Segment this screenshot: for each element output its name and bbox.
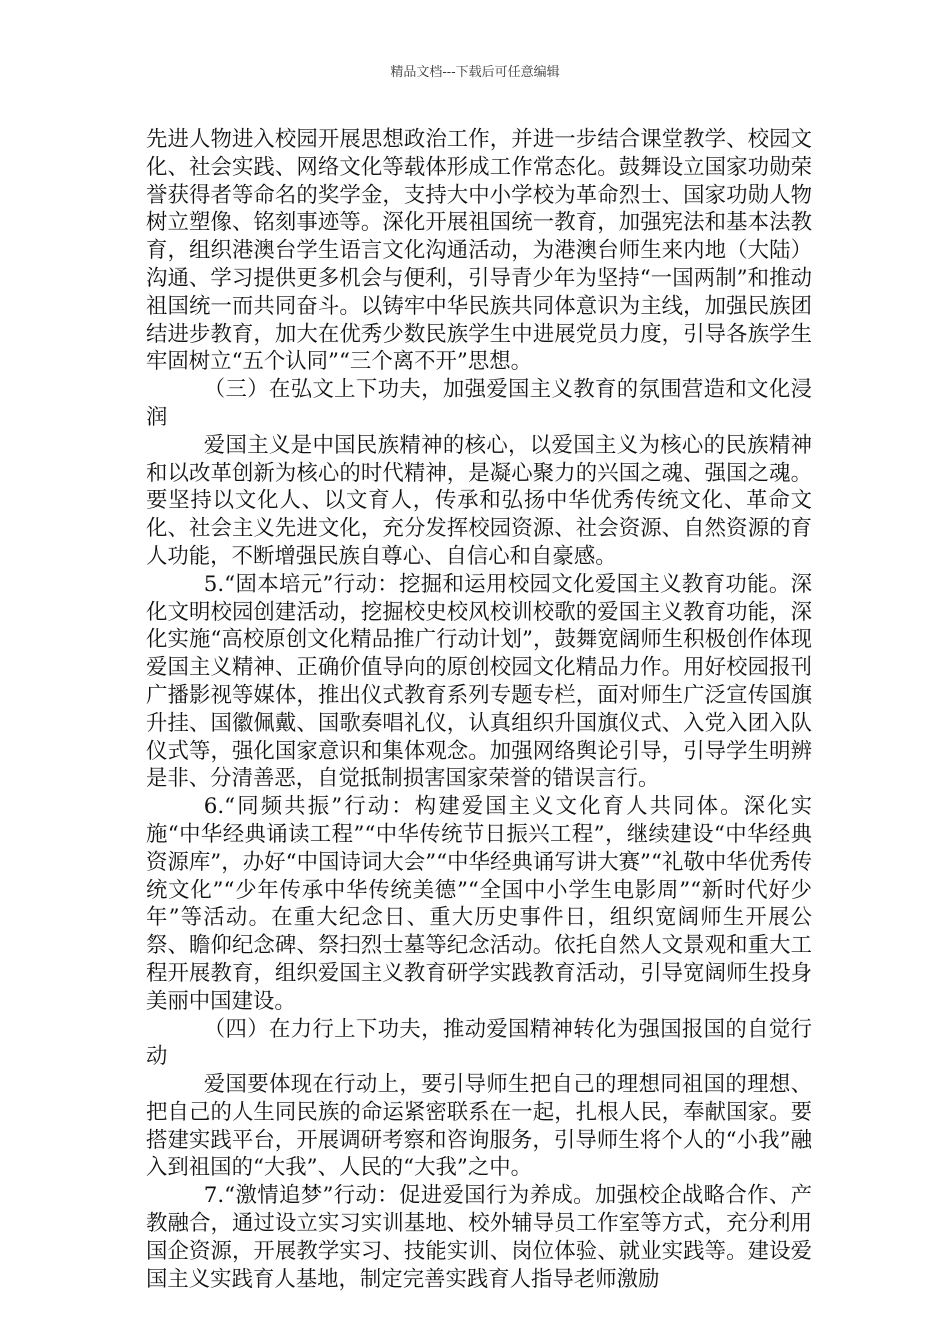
document-body: [146, 126, 812, 1293]
page-header: 精品文档---下载后可任意编辑: [390, 65, 560, 80]
paragraph-item-6: 6.“同频共振”行动：构建爱国主义文化育人共同体。深化实施“中华经典诵读工程”“中华传统节日振兴工程”，继续建设“中华经典资源库”，办好“中国诗词大会”“中华经典诵写讲大赛”“礼敬中华优秀传统文化”“少年传承中华传统美德”“全国中小学生电影周”“新时代好少年”等活动。在重大纪念日、重大历史事件日，组织宽阔师生开展公祭、瞻仰纪念碑、祭扫烈士墓等纪念活动。依托自然人文景观和重大工程开展教育，组织爱国主义教育研学实践教育活动，引导宽阔师生投身美丽中国建设。: [146, 794, 812, 1014]
paragraph-item-7: 7.“激情追梦”行动：促进爱国行为养成。加强校企战略合作、产教融合，通过设立实习实训基地、校外辅导员工作室等方式，充分利用国企资源，开展教学实习、技能实训、岗位体验、就业实践等。建设爱国主义实践育人基地，制定完善实践育人指导老师激励: [146, 1183, 812, 1292]
paragraph: 爱国要体现在行动上，要引导师生把自己的理想同祖国的理想、把自己的人生同民族的命运紧密联系在一起，扎根人民，奉献国家。要搭建实践平台，开展调研考察和咨询服务，引导师生将个人的“小我”融入到祖国的“大我”、人民的“大我”之中。: [146, 1072, 812, 1181]
paragraph-continuation: 先进人物进入校园开展思想政治工作，并进一步结合课堂教学、校园文化、社会实践、网络文化等载体形成工作常态化。鼓舞设立国家功勋荣誉获得者等命名的奖学金，支持大中小学校为革命烈士、国家功勋人物树立塑像、铭刻事迹等。深化开展祖国统一教育，加强宪法和基本法教育，组织港澳台学生语言文化沟通活动，为港澳台师生来内地（大陆）沟通、学习提供更多机会与便利，引导青少年为坚持“一国两制”和推动祖国统一而共同奋斗。以铸牢中华民族共同体意识为主线，加强民族团结进步教育，加大在优秀少数民族学生中进展党员力度，引导各族学生牢固树立“五个认同”“三个离不开”思想。: [146, 127, 812, 375]
section-heading-3: （三）在弘文上下功夫，加强爱国主义教育的氛围营造和文化浸润: [146, 377, 812, 430]
paragraph: 爱国主义是中国民族精神的核心，以爱国主义为核心的民族精神和以改革创新为核心的时代精神，是凝心聚力的兴国之魂、强国之魂。要坚持以文化人、以文育人，传承和弘扬中华优秀传统文化、革命文化、社会主义先进文化，充分发挥校园资源、社会资源、自然资源的育人功能，不断增强民族自尊心、自信心和自豪感。: [146, 432, 812, 569]
section-heading-4: （四）在力行上下功夫，推动爱国精神转化为强国报国的自觉行动: [146, 1016, 812, 1070]
paragraph-item-5: 5.“固本培元”行动：挖掘和运用校园文化爱国主义教育功能。深化文明校园创建活动，挖掘校史校风校训校歌的爱国主义教育功能，深化实施“高校原创文化精品推广行动计划”，鼓舞宽阔师生积极创作体现爱国主义精神、正确价值导向的原创校园文化精品力作。用好校园报刊广播影视等媒体，推出仪式教育系列专题专栏，面对师生广泛宣传国旗升挂、国徽佩戴、国歌奏唱礼仪，认真组织升国旗仪式、入党入团入队仪式等，强化国家意识和集体观念。加强网络舆论引导，引导学生明辨是非、分清善恶，自觉抵制损害国家荣誉的错误言行。: [146, 571, 812, 792]
